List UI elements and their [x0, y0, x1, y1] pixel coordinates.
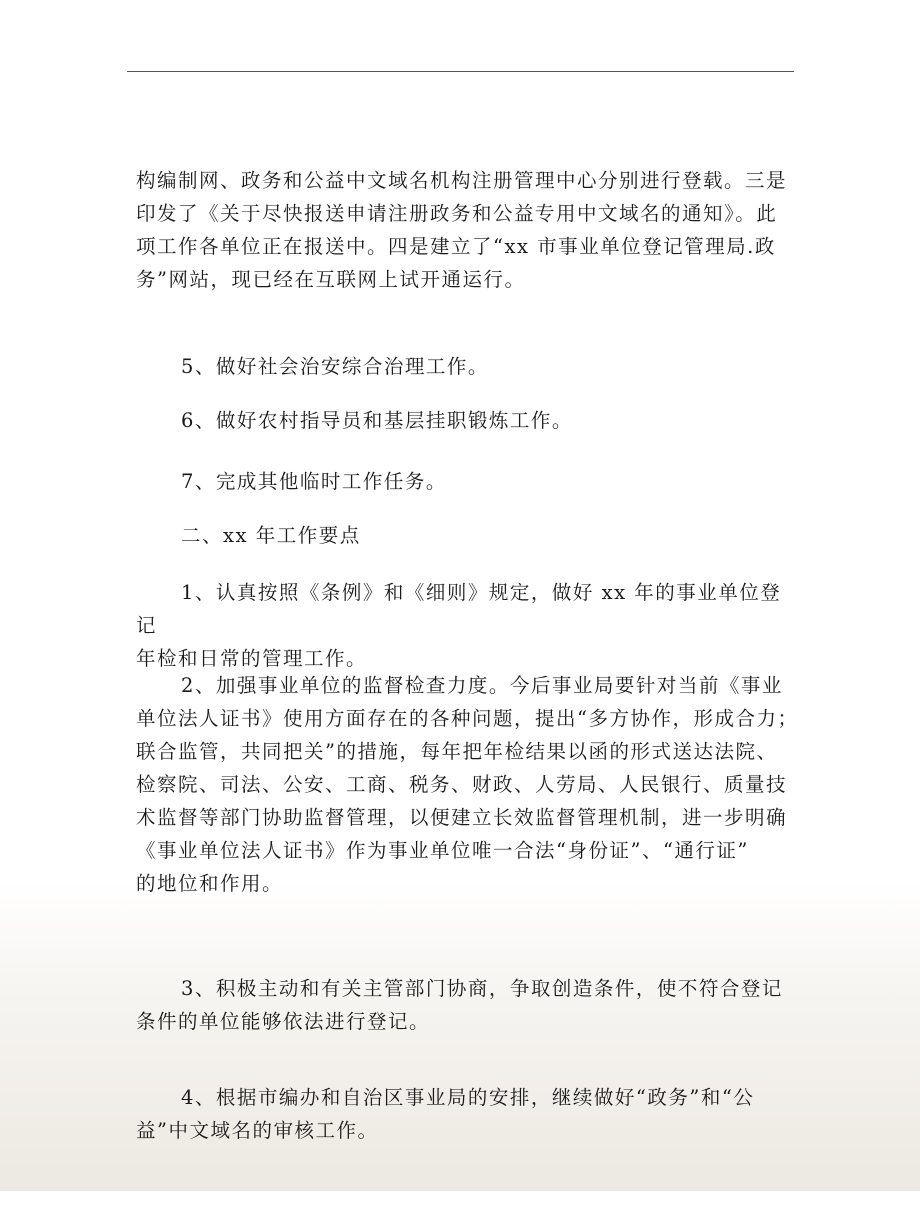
text-line: 的地位和作用。	[136, 872, 284, 895]
text-line: 益”中文域名的审核工作。	[136, 1119, 379, 1142]
text-line: 6、做好农村指导员和基层挂职锻炼工作。	[181, 409, 573, 432]
text-line: 单位法人证书》使用方面存在的各种问题，提出“多方协作，形成合力；	[136, 707, 799, 730]
text-line: 术监督等部门协助监督管理，以便建立长效监督管理机制，进一步明确	[136, 806, 788, 829]
text-line: 项工作各单位正在报送中。四是建立了“xx 市事业单位登记管理局.政	[136, 235, 776, 258]
text-line: 二、xx 年工作要点	[181, 524, 361, 547]
text-line: 联合监管，共同把关”的措施，每年把年检结果以函的形式送达法院、	[136, 740, 778, 763]
text-line: 2、加强事业单位的监督检查力度。今后事业局要针对当前《事业	[181, 674, 783, 697]
text-line: 《事业单位法人证书》作为事业单位唯一合法“身份证”、“通行证”	[136, 839, 749, 862]
text-line: 检察院、司法、公安、工商、税务、财政、人劳局、人民银行、质量技	[136, 773, 788, 796]
text-line: 1、认真按照《条例》和《细则》规定，做好 xx 年的事业单位登记	[136, 581, 782, 637]
text-line: 条件的单位能够依法进行登记。	[136, 1010, 431, 1033]
text-line: 构编制网、政务和公益中文域名机构注册管理中心分别进行登载。三是	[136, 169, 788, 192]
header-rule	[127, 71, 794, 72]
text-line: 4、根据市编办和自治区事业局的安排，继续做好“政务”和“公	[181, 1086, 755, 1109]
text-line: 年检和日常的管理工作。	[136, 647, 368, 670]
text-line: 5、做好社会治安综合治理工作。	[181, 355, 489, 378]
text-line: 务”网站，现已经在互联网上试开通运行。	[136, 268, 526, 291]
text-line: 3、积极主动和有关主管部门协商，争取创造条件，使不符合登记	[181, 977, 783, 1000]
text-line: 7、完成其他临时工作任务。	[181, 470, 447, 493]
text-line: 印发了《关于尽快报送申请注册政务和公益专用中文域名的通知》。此	[136, 202, 778, 225]
paragraph-point-4	[136, 1015, 800, 1213]
